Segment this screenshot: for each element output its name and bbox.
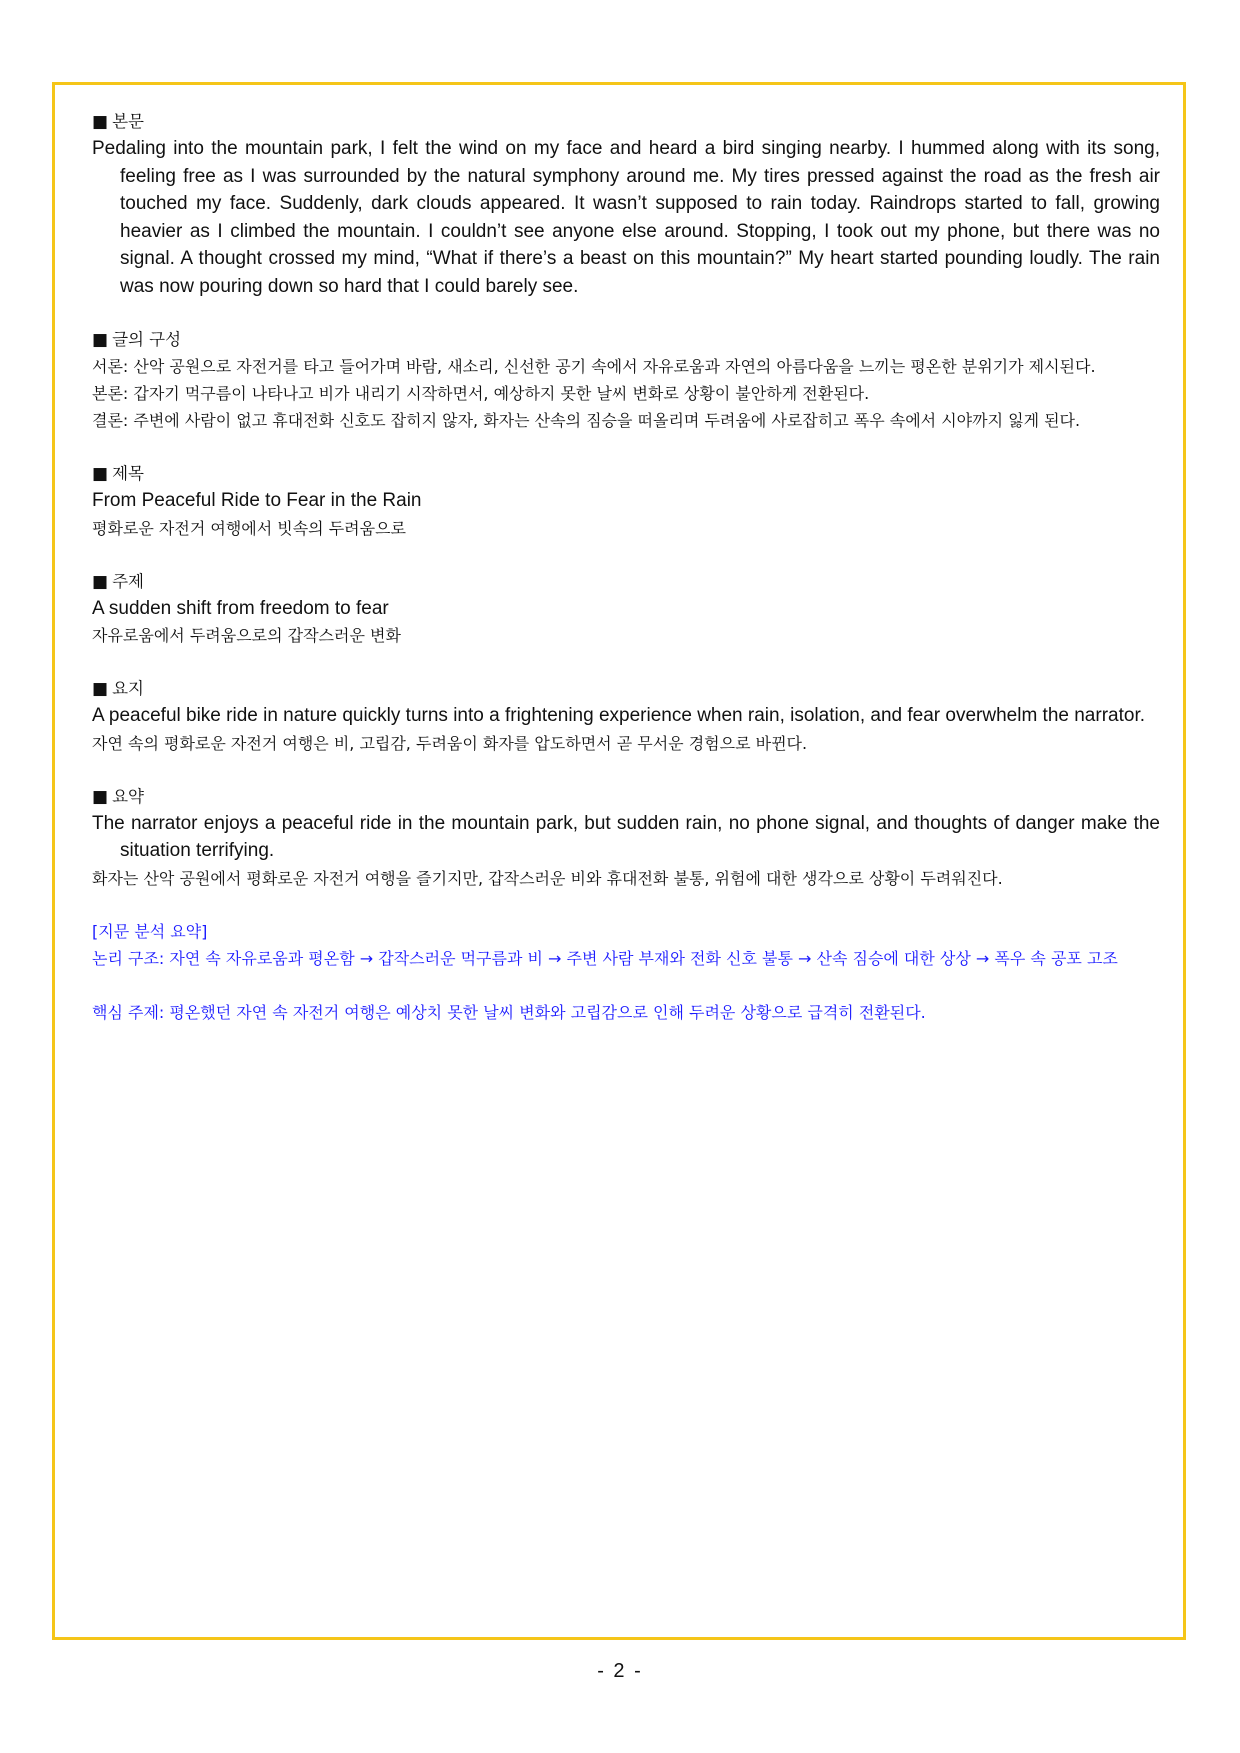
section-structure [92, 326, 1160, 434]
title-english: From Peaceful Ride to Fear in the Rain [92, 490, 422, 511]
structure-intro: 서론: 산악 공원으로 자전거를 타고 들어가며 바람, 새소리, 신선한 공기 속에서 자유로움과 자연의 아름다움을 느끼는 평온한 분위기가 제시된다. [92, 357, 1096, 376]
structure-main: 본론: 갑자기 먹구름이 나타나고 비가 내리기 시작하면서, 예상하지 못한 날씨 변화로 상황이 불안하게 전환된다. [92, 384, 870, 403]
gist-english: A peaceful bike ride in nature quickly turns into a frightening experience when rain, isolation, and fear overwhelm the narrator. [92, 705, 1145, 726]
analysis-logic: 논리 구조: 자연 속 자유로움과 평온함 → 갑작스러운 먹구름과 비 → 주변 사람 부재와 전화 신호 불통 → 산속 짐승에 대한 상상 → 폭우 속 공포 고조 [92, 948, 1118, 968]
summary-korean: 화자는 산악 공원에서 평화로운 자전거 여행을 즐기지만, 갑작스러운 비와 휴대전화 불통, 위험에 대한 생각으로 상황이 두려워진다. [92, 868, 1003, 888]
square-bullet-icon: ■ [92, 571, 109, 592]
section-title [92, 460, 1160, 542]
spacer [92, 972, 1160, 999]
theme-korean: 자유로움에서 두려움으로의 갑작스러운 변화 [92, 626, 401, 645]
analysis-core: 핵심 주제: 평온했던 자연 속 자전거 여행은 예상치 못한 날씨 변화와 고립감으로 인해 두려운 상황으로 급격히 전환된다. [92, 1002, 926, 1022]
theme-english: A sudden shift from freedom to fear [92, 597, 389, 619]
analysis-summary [92, 918, 1160, 1026]
section-heading: ■ 글의 구성 [92, 330, 182, 350]
title-korean: 평화로운 자전거 여행에서 빗속의 두려움으로 [92, 518, 407, 538]
square-bullet-icon: ■ [92, 679, 109, 699]
section-heading: ■ 요약 [92, 786, 144, 807]
section-heading: ■ 요지 [92, 679, 144, 699]
section-gist [92, 675, 1160, 757]
passage-text: Pedaling into the mountain park, I felt the wind on my face and heard a bird singing nearby. I hummed along with its song, feeling free as I was surrounded by the natural symphony around me. My tires pressed against the road as the fresh air touched my face. Suddenly, dark clouds appeared. It wasn’t supposed to rain today. Raindrops started to fall, growing heavier as I climbed the mountain. I couldn’t see anyone else around. Stopping, I took out my phone, but there was no signal. A thought crossed my mind, “What if there’s a beast on this mountain?” My heart started pounding loudly. The rain was now pouring down so hard that I could barely see. [92, 138, 1160, 297]
analysis-label: [지문 분석 요약] [92, 921, 208, 941]
gist-korean: 자연 속의 평화로운 자전거 여행은 비, 고립감, 두려움이 화자를 압도하면서 곧 무서운 경험으로 바뀐다. [92, 733, 808, 753]
square-bullet-icon: ■ [92, 330, 109, 350]
section-summary [92, 783, 1160, 892]
section-heading: ■ 본문 [92, 112, 144, 132]
square-bullet-icon: ■ [92, 464, 109, 484]
summary-english: The narrator enjoys a peaceful ride in the mountain park, but sudden rain, no phone signal, and thoughts of danger make the situation terrifying. [92, 812, 1160, 861]
page-number: - 2 - [597, 1660, 643, 1682]
section-body [92, 108, 1160, 300]
square-bullet-icon: ■ [92, 786, 109, 807]
document-content [92, 108, 1160, 1052]
square-bullet-icon: ■ [92, 112, 109, 132]
section-theme [92, 568, 1160, 650]
section-heading: ■ 주제 [92, 571, 144, 592]
section-heading: ■ 제목 [92, 464, 144, 484]
structure-conclusion: 결론: 주변에 사람이 없고 휴대전화 신호도 잡히지 않자, 화자는 산속의 짐승을 떠올리며 두려움에 사로잡히고 폭우 속에서 시야까지 잃게 된다. [92, 411, 1081, 430]
